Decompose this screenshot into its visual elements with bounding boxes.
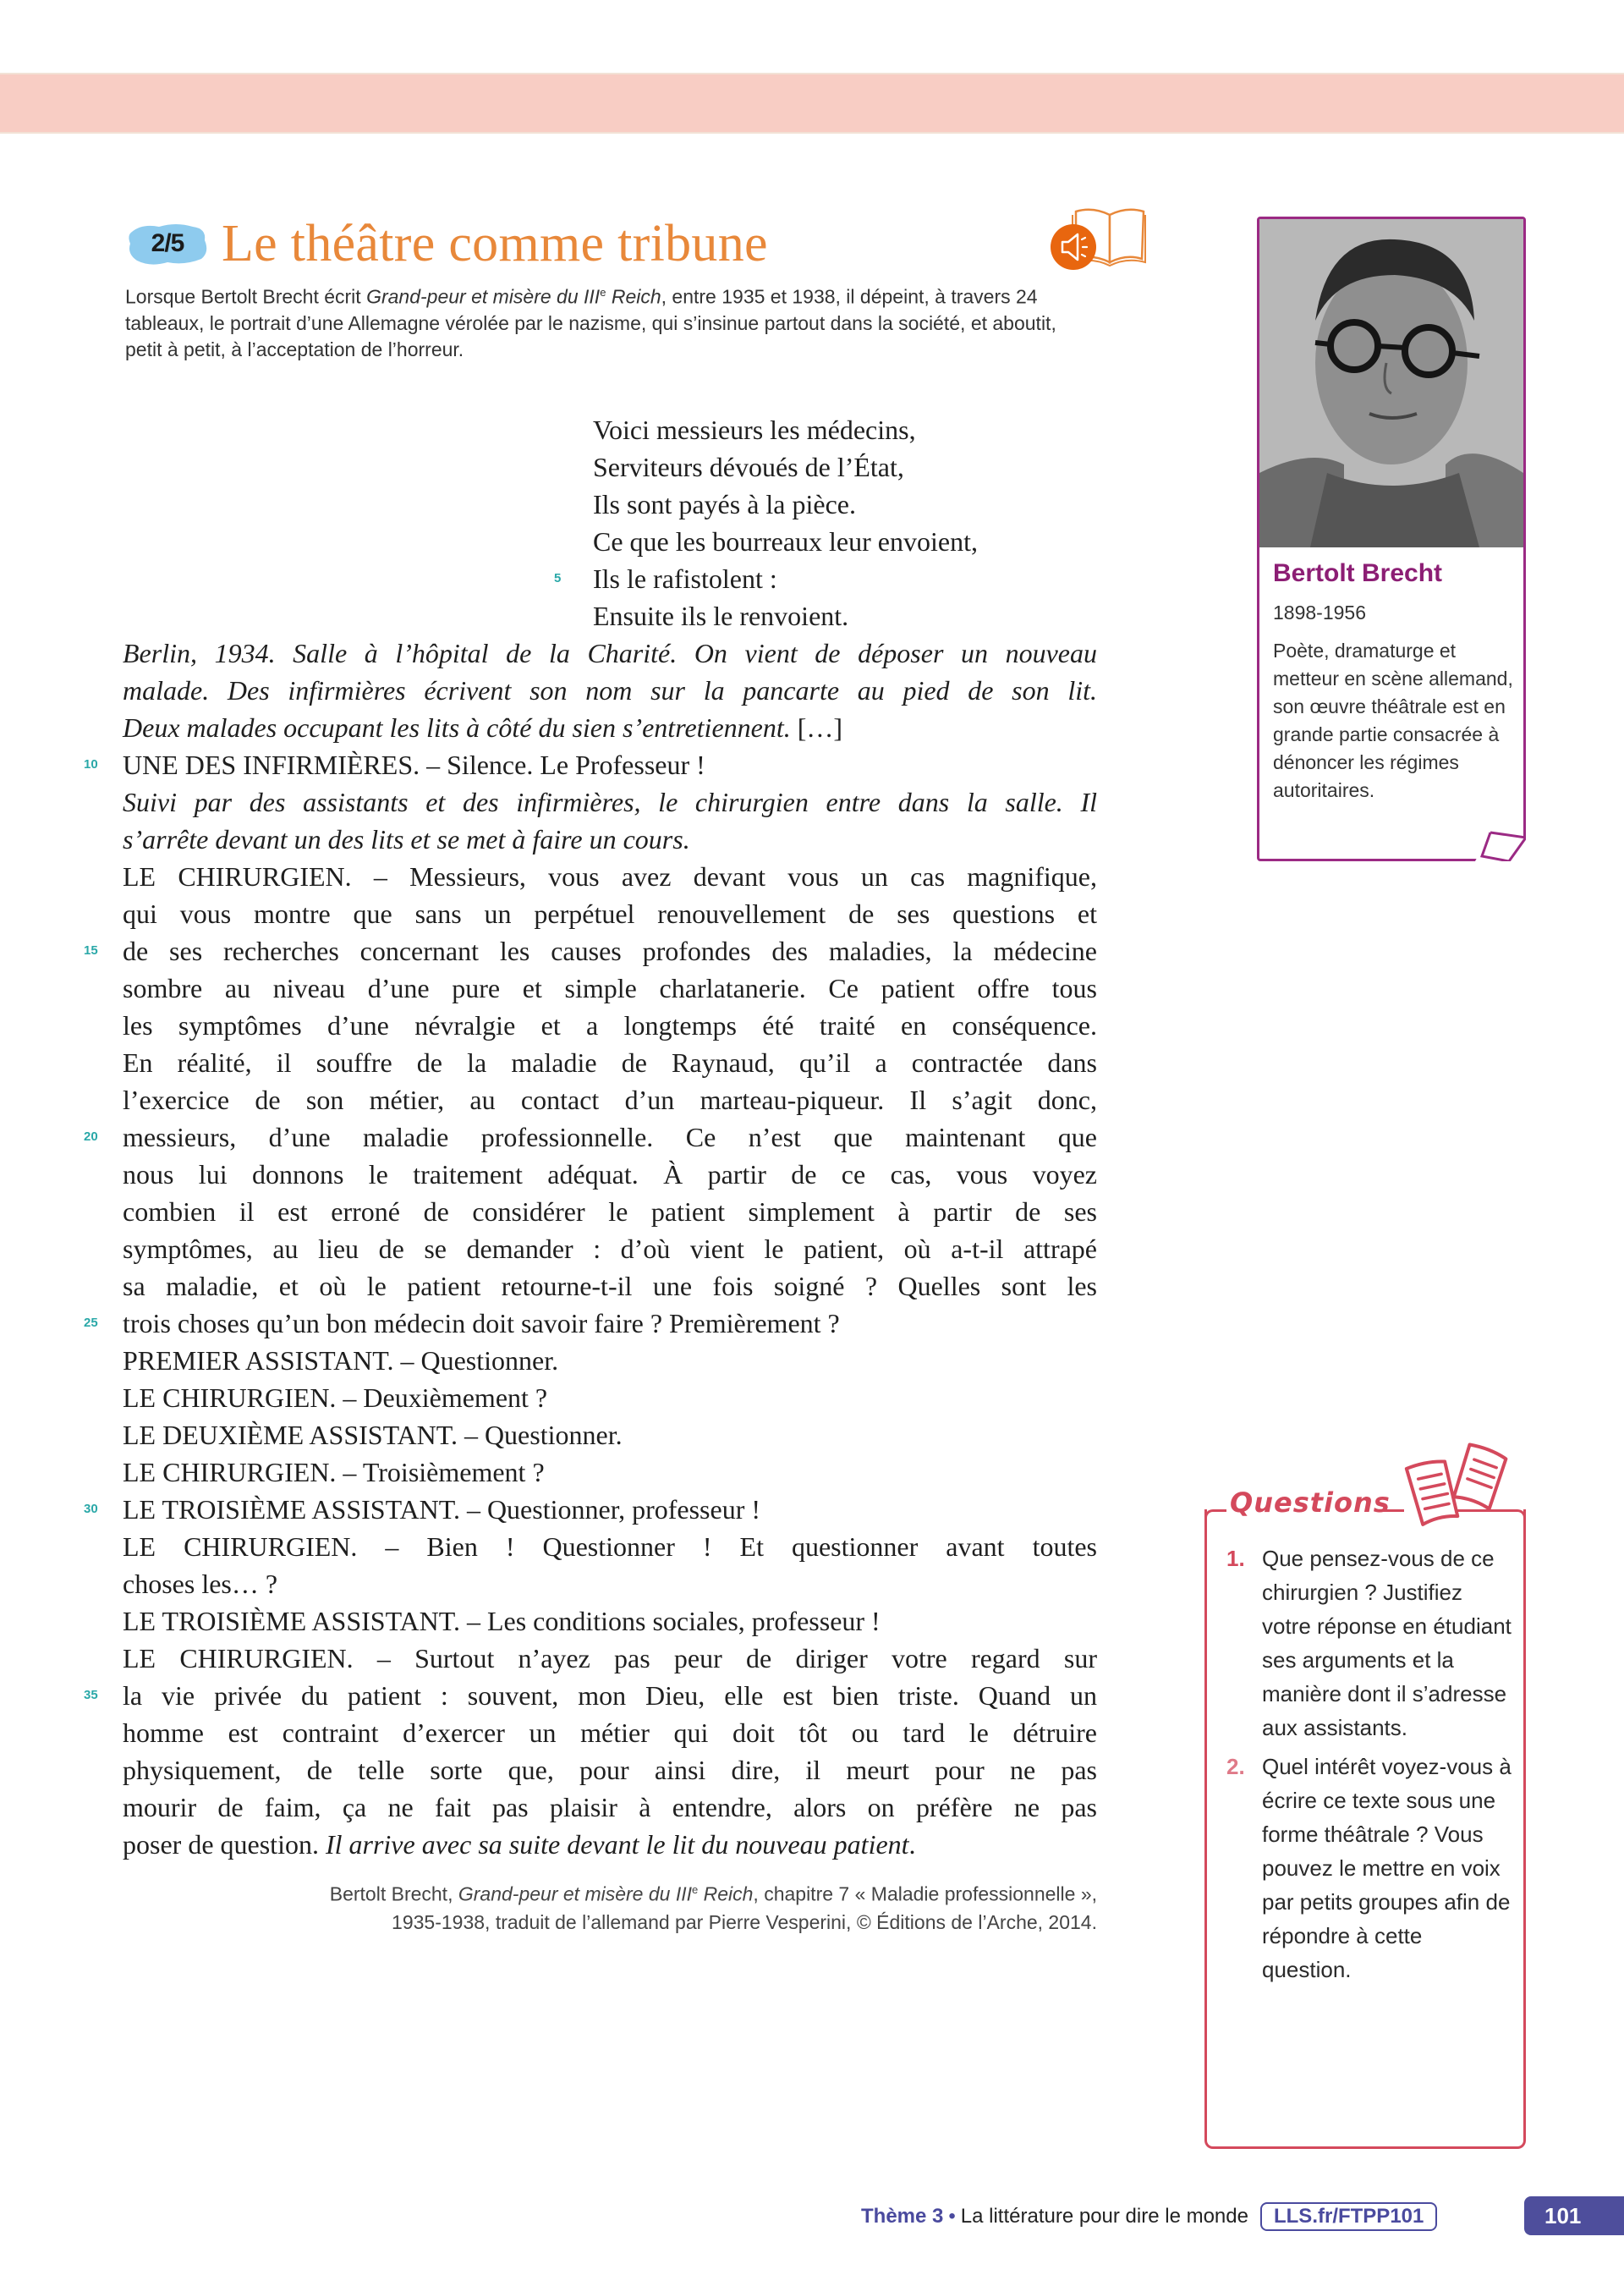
line-text: En réalité, il souffre de la maladie de Raynaud, qu’il a contractée dans (123, 1047, 1097, 1078)
text-line (84, 746, 1097, 783)
line-text: les symptômes d’une névralgie et a longtemps été traité en conséquence. (123, 1010, 1097, 1041)
line-number: 5 (554, 571, 562, 585)
line-text: poser de question. (123, 1829, 326, 1860)
author-portrait-photo (1259, 219, 1523, 547)
line-text: physiquement, de telle sorte que, pour ainsi dire, il meurt pour ne pas (123, 1755, 1097, 1785)
line-number: 15 (84, 943, 98, 958)
verse-line (123, 523, 1097, 560)
line-number: 20 (84, 1129, 98, 1144)
text-line (123, 1193, 1097, 1230)
text-line (123, 1044, 1097, 1081)
text-line (123, 635, 1097, 672)
source-work-title: Reich (698, 1882, 754, 1905)
text-line (123, 895, 1097, 932)
line-text: Ils sont payés à la pièce. (593, 489, 856, 519)
text-line (84, 1118, 1097, 1156)
top-color-band (0, 73, 1624, 134)
page-fold-icon (1475, 831, 1526, 861)
source-author: Bertolt Brecht, (329, 1882, 458, 1905)
line-text: LE CHIRURGIEN. – Troisièmement ? (123, 1457, 545, 1487)
line-text: Deux malades occupant les lits à côté du sien s’entretiennent. (123, 712, 791, 743)
line-text: LE CHIRURGIEN. – Surtout n’ayez pas peur de diriger votre regard sur (123, 1643, 1097, 1673)
question-text: Que pensez-vous de ce chirurgien ? Justifiez votre réponse en étudiant ses arguments et la manière dont il s’adresse aux assistants. (1262, 1546, 1512, 1740)
text-line (123, 1826, 1097, 1863)
line-text: LE CHIRURGIEN. – Bien ! Questionner ! Et questionner avant toutes (123, 1531, 1097, 1562)
section-badge (125, 220, 210, 267)
line-text: Ils le rafistolent : (593, 563, 777, 594)
text-line (123, 1751, 1097, 1789)
question-item (1226, 1750, 1514, 1987)
verse-line (123, 448, 1097, 486)
footer-link[interactable]: LLS.fr/FTPP101 (1260, 2202, 1437, 2231)
line-text: de ses recherches concernant les causes profondes des maladies, la médecine (123, 936, 1097, 966)
text-line (123, 709, 1097, 746)
question-item (1226, 1541, 1514, 1745)
author-dates: 1898-1956 (1273, 602, 1366, 624)
text-line (123, 1081, 1097, 1118)
line-text: sombre au niveau d’une pure et simple charlatanerie. Ce patient offre tous (123, 973, 1097, 1003)
text-line (123, 1156, 1097, 1193)
line-text: Serviteurs dévoués de l’État, (593, 452, 904, 482)
text-line (123, 1789, 1097, 1826)
line-text: LE CHIRURGIEN. – Messieurs, vous avez devant vous un cas magnifique, (123, 861, 1097, 892)
papers-icon (1387, 1430, 1531, 1531)
source-citation (123, 1876, 1097, 1937)
footer-theme-title: La littérature pour dire le monde (960, 2205, 1248, 2228)
line-text: nous lui donnons le traitement adéquat. À partir de ce cas, vous voyez (123, 1159, 1097, 1190)
line-text: qui vous montre que sans un perpétuel renouvellement de ses questions et (123, 898, 1097, 929)
text-line (123, 1528, 1097, 1565)
author-description: Poète, dramaturge et metteur en scène allemand, son œuvre théâtrale est en grande partie consacrée à dénoncer les régimes autoritaires. (1273, 640, 1513, 801)
question-number: 2. (1226, 1754, 1245, 1779)
line-text: Suivi par des assistants et des infirmières, le chirurgien entre dans la salle. Il (123, 787, 1097, 817)
page-title: Le théâtre comme tribune (222, 215, 768, 272)
line-text: sa maladie, et où le patient retourne-t-il une fois soigné ? Quelles sont les (123, 1271, 1097, 1301)
text-line (84, 1677, 1097, 1714)
line-text: UNE DES INFIRMIÈRES. – Silence. Le Professeur ! (123, 750, 705, 780)
line-text: LE TROISIÈME ASSISTANT. – Questionner, professeur ! (123, 1494, 760, 1525)
line-number: 35 (84, 1688, 98, 1702)
text-line (84, 932, 1097, 970)
questions-title: Questions (1230, 1486, 1391, 1519)
question-text: Quel intérêt voyez-vous à écrire ce texte sous une forme théâtrale ? Vous pouvez le mettre en voix par petits groupes afin de répondre à cette question. (1262, 1754, 1512, 1982)
line-text: Berlin, 1934. Salle à l’hôpital de la Charité. On vient de déposer un nouveau (123, 638, 1097, 668)
author-name: Bertolt Brecht (1273, 559, 1443, 587)
text-line (123, 1453, 1097, 1491)
line-text: choses les… ? (123, 1569, 278, 1599)
line-text: LE CHIRURGIEN. – Deuxièmement ? (123, 1382, 548, 1413)
text-line (123, 1416, 1097, 1453)
audio-book-icon[interactable] (1045, 200, 1147, 276)
line-text: symptômes, au lieu de se demander : d’où vient le patient, où a-t-il attrapé (123, 1234, 1097, 1264)
question-number: 1. (1226, 1546, 1245, 1571)
line-number: 25 (84, 1316, 98, 1330)
text-line (123, 1007, 1097, 1044)
source-work-title: Grand-peur et misère du III (458, 1882, 692, 1905)
excerpt-text (84, 411, 1097, 1863)
text-line (123, 1714, 1097, 1751)
page-footer (861, 2200, 1437, 2234)
text-line (123, 970, 1097, 1007)
line-text: trois choses qu’un bon médecin doit savoir faire ? Premièrement ? (123, 1308, 840, 1338)
line-text: messieurs, d’une maladie professionnelle. Ce n’est que maintenant que (123, 1122, 1097, 1152)
page-number: 101 (1524, 2196, 1624, 2235)
author-bio-card (1257, 217, 1526, 861)
source-details: 1935-1938, traduit de l’allemand par Pierre Vesperini, © Éditions de l’Arche, 2014. (392, 1910, 1097, 1933)
line-text: combien il est erroné de considérer le patient simplement à partir de ses (123, 1196, 1097, 1227)
line-text: mourir de faim, ça ne fait pas plaisir à entendre, alors on préfère ne pas (123, 1792, 1097, 1822)
superscript: e (600, 286, 606, 299)
text-line (84, 1305, 1097, 1342)
work-title: Reich (606, 285, 661, 308)
footer-separator: • (948, 2205, 956, 2228)
verse-line (123, 597, 1097, 635)
line-text: homme est contraint d’exercer un métier qui doit tôt ou tard le détruire (123, 1717, 1097, 1748)
text-line (123, 783, 1097, 821)
text-line (123, 1230, 1097, 1267)
footer-theme: Thème 3 (861, 2205, 944, 2228)
work-title: Grand-peur et misère du III (366, 285, 601, 308)
text-line (123, 821, 1097, 858)
line-number: 10 (84, 757, 98, 772)
text-line (123, 1602, 1097, 1640)
stage-direction: Il arrive avec sa suite devant le lit du nouveau patient (325, 1829, 909, 1860)
line-text: Ensuite ils le renvoient. (593, 601, 849, 631)
intro-text: Lorsque Bertolt Brecht écrit (125, 285, 367, 308)
line-suffix: […] (790, 712, 843, 743)
verse-line (123, 486, 1097, 523)
line-text: Ce que les bourreaux leur envoient, (593, 526, 978, 557)
line-text: l’exercice de son métier, au contact d’un marteau-piqueur. Il s’agit donc, (123, 1085, 1097, 1115)
verse-line (123, 411, 1097, 448)
line-text: malade. Des infirmières écrivent son nom sur la pancarte au pied de son lit. (123, 675, 1097, 706)
text-line (123, 1379, 1097, 1416)
intro-text: , entre 1935 et 1938, il dépeint, à travers 24 tableaux, le portrait d’une Allemagne vérolée par le nazisme, qui s’insinue partout dans la société, et aboutit, petit à petit, à l’acceptation de l’horreur. (125, 285, 1056, 360)
text-line (84, 1491, 1097, 1528)
source-details: , chapitre 7 « Maladie professionnelle », (753, 1882, 1097, 1905)
text-line (123, 1267, 1097, 1305)
section-heading (125, 210, 768, 278)
text-line (123, 1640, 1097, 1677)
line-number: 30 (84, 1502, 98, 1516)
line-text: la vie privée du patient : souvent, mon Dieu, elle est bien triste. Quand un (123, 1680, 1097, 1711)
verse-line (123, 560, 1097, 597)
text-line (123, 1342, 1097, 1379)
intro-paragraph (125, 279, 1098, 363)
badge-text: 2/5 (151, 229, 184, 257)
line-text: LE TROISIÈME ASSISTANT. – Les conditions sociales, professeur ! (123, 1606, 881, 1636)
questions-border (1204, 1509, 1226, 1521)
questions-list (1226, 1541, 1514, 1992)
superscript: e (691, 1883, 699, 1896)
line-suffix: . (908, 1829, 916, 1860)
line-text: PREMIER ASSISTANT. – Questionner. (123, 1345, 559, 1376)
line-text: s’arrête devant un des lits et se met à faire un cours. (123, 824, 690, 854)
text-line (123, 672, 1097, 709)
text-line (123, 858, 1097, 895)
line-text: LE DEUXIÈME ASSISTANT. – Questionner. (123, 1420, 623, 1450)
text-line (123, 1565, 1097, 1602)
line-text: Voici messieurs les médecins, (593, 415, 916, 445)
